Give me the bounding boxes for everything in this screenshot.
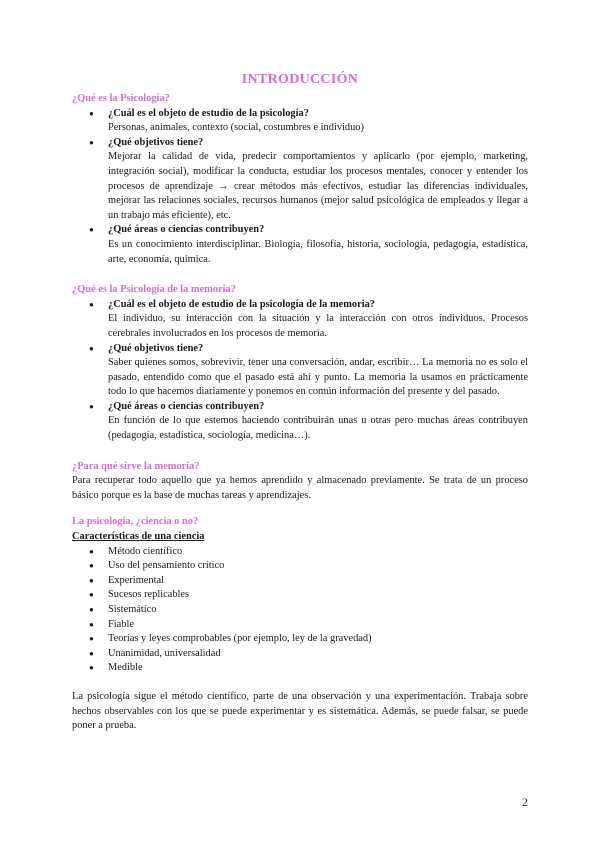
list-item: ● Sucesos replicables: [72, 588, 528, 603]
list-item: ● Experimental: [72, 574, 528, 589]
characteristics-list: [72, 545, 528, 676]
question-list: [72, 107, 528, 268]
question-item: [72, 400, 528, 444]
question-text: ● ¿Cuál es el objeto de estudio de la psicología?: [108, 107, 309, 119]
question-list: [72, 298, 528, 444]
page-number: 2: [522, 795, 528, 809]
answer-text: Mejorar la calidad de vida, predecir comportamientos y aplicarlo (por ejemplo, marketing, integración social), modificar la conducta, estudiar los procesos mentales, conocer y entender los procesos de aprendizaje → crear métodos más efectivos, estudiar las diferencias individuales, mejorar las relaciones sociales, recursos humanos (mejor salud psicológica de empleados y llegar a un trabajo más eficiente), etc.: [108, 151, 528, 221]
answer-text: Personas, animales, contexto (social, costumbres e individuo): [108, 122, 364, 134]
page-title: INTRODUCCIÓN: [241, 72, 359, 87]
list-item: ● Unanimidad, universalidad: [72, 647, 528, 662]
subheading: Características de una ciencia: [72, 531, 205, 543]
section-memory-use: [72, 460, 528, 504]
question-item: [72, 223, 528, 267]
paragraph: La psicología sigue el método científico, parte de una observación y una experimentación. Trabaja sobre hechos observables con los que se puede experimentar y es sistemática. Además, se puede falsar, se puede poner a prueba.: [72, 690, 528, 732]
list-item: ● Medible: [72, 661, 528, 676]
question-text: ● ¿Cuál es el objeto de estudio de la psicología de la memoria?: [108, 298, 375, 310]
list-item: ● Uso del pensamiento crítico: [72, 559, 528, 574]
answer-text: Saber quienes somos, sobrevivir, tener una conversación, andar, escribir… La memoria no es solo el pasado, entendido como que el pasado está ahí y punto. La memoria la usamos en prácticamente todo lo que hacemos diariamente y ponemos en común información del presente y del pasado.: [108, 357, 528, 398]
section-memory-psychology: [72, 283, 528, 444]
answer-text: El individuo, su interacción con la situación y la interacción con otros individuos. Procesos cerebrales involucrados en los procesos de memoria.: [108, 313, 528, 339]
section-heading: ¿Para qué sirve la memoria?: [72, 460, 200, 472]
section-heading: La psicología, ¿ciencia o no?: [72, 516, 199, 528]
section-heading: ¿Qué es la Psicología de la memoria?: [72, 284, 236, 296]
list-item: ● Sistemático: [72, 603, 528, 618]
question-item: [72, 298, 528, 342]
paragraph: Para recuperar todo aquello que ya hemos aprendido y almacenado previamente. Se trata de un proceso básico porque es la base de muchas tareas y aprendizajes.: [72, 475, 528, 501]
list-item: ● Método científico: [72, 545, 528, 560]
list-item: ● Teorías y leyes comprobables (por ejemplo, ley de la gravedad): [72, 632, 528, 647]
answer-text: Es un conocimiento interdisciplinar. Biología, filosofía, historia, sociología, pedagogía, estadística, arte, economía, química.: [108, 238, 528, 265]
document-page: [72, 70, 528, 734]
section-psychology: [72, 92, 528, 267]
question-text: ● ¿Qué áreas o ciencias contribuyen?: [108, 224, 265, 236]
section-science: [72, 515, 528, 733]
list-item: ● Fiable: [72, 618, 528, 633]
question-item: [72, 107, 528, 136]
question-text: ● ¿Qué objetivos tiene?: [108, 342, 204, 354]
question-item: [72, 136, 528, 224]
section-heading: ¿Qué es la Psicología?: [72, 93, 170, 104]
question-text: ● ¿Qué objetivos tiene?: [108, 136, 204, 148]
question-item: [72, 342, 528, 400]
answer-text: En función de lo que estemos haciendo contribuirán unas u otras pero muchas áreas contribuyen (pedagogía, estadística, sociología, medicina…).: [108, 415, 528, 442]
question-text: ● ¿Qué áreas o ciencias contribuyen?: [108, 400, 265, 412]
